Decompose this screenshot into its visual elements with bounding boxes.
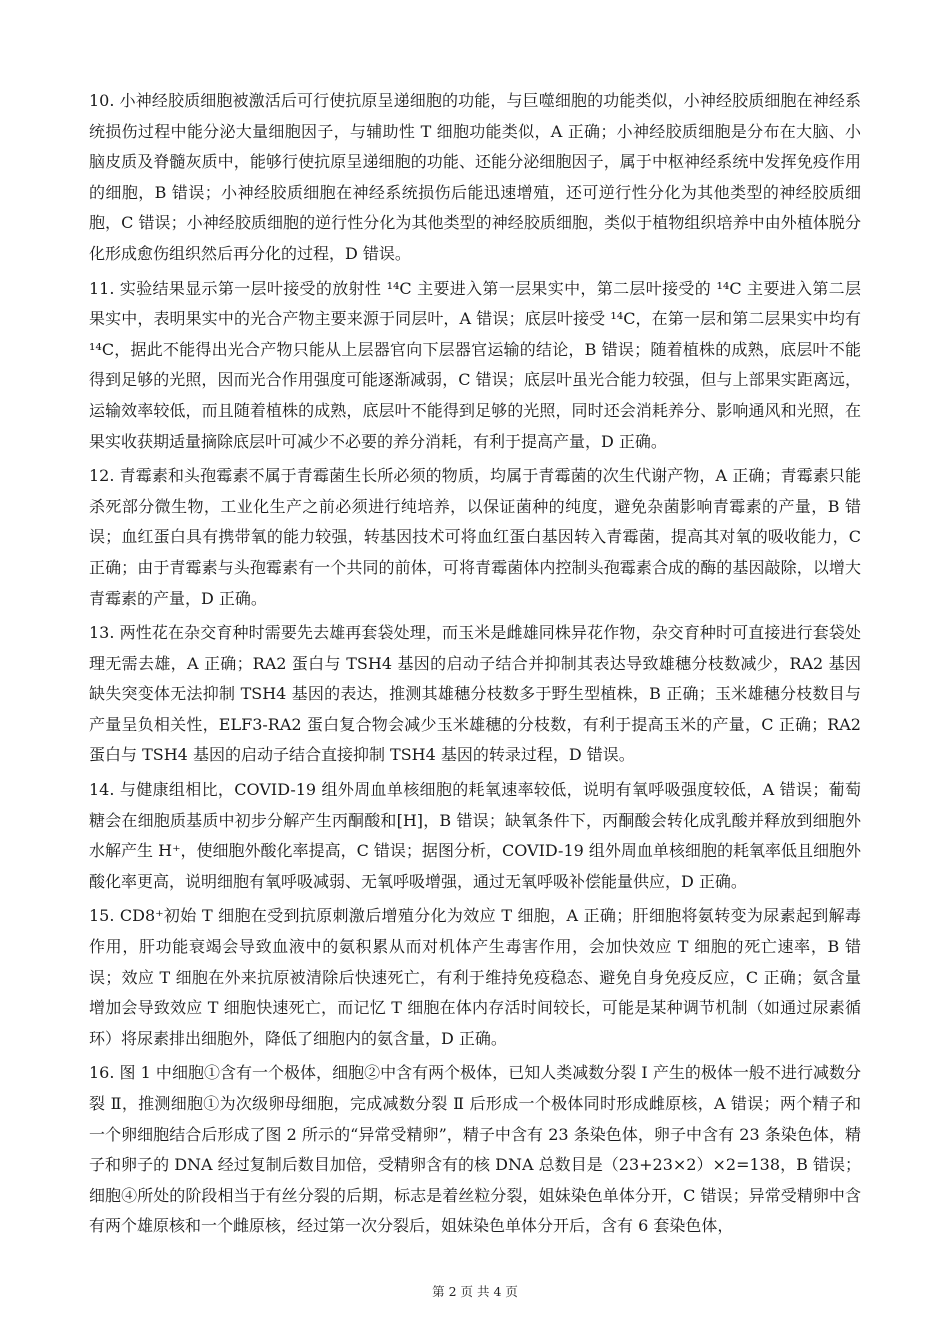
answer-paragraph-12: 12. 青霉素和头孢霉素不属于青霉菌生长所必须的物质，均属于青霉菌的次生代谢产物，A 正确；青霉素只能杀死部分微生物，工业化生产之前必须进行纯培养，以保证菌种的纯度，避免杂菌影响青霉素的产量，B 错误；血红蛋白具有携带氧的能力较强，转基因技术可将血红蛋白基因转入青霉菌，提高其对氧的吸收能力，C 正确；由于青霉素与头孢霉素有一个共同的前体，可将青霉菌体内控制头孢霉素合成的酶的基因敲除，以增大青霉素的产量，D 正确。	[89, 466, 861, 608]
answer-paragraph-13: 13. 两性花在杂交育种时需要先去雄再套袋处理，而玉米是雌雄同株异花作物，杂交育种时可直接进行套袋处理无需去雄，A 正确；RA2 蛋白与 TSH4 基因的启动子结合并抑制其表达导致雄穗分枝数减少，RA2 基因缺失突变体无法抑制 TSH4 基因的表达，推测其雄穗分枝数多于野生型植株，B 正确；玉米雄穗分枝数目与产量呈负相关性，ELF3-RA2 蛋白复合物会减少玉米雄穗的分枝数，有利于提高玉米的产量，C 正确；RA2 蛋白与 TSH4 基因的启动子结合直接抑制 TSH4 基因的转录过程，D 错误。	[89, 623, 861, 765]
answer-paragraph-16: 16. 图 1 中细胞①含有一个极体，细胞②中含有两个极体，已知人类减数分裂 Ⅰ 产生的极体一般不进行减数分裂 Ⅱ，推测细胞①为次级卵母细胞，完成减数分裂 Ⅱ 后形成一个极体同时形成雌原核，A 错误；两个精子和一个卵细胞结合后形成了图 2 所示的“异常受精卵”，精子中含有 23 条染色体，卵子中含有 23 条染色体，精子和卵子的 DNA 经过复制后数目加倍，受精卵含有的核 DNA 总数目是（23+23×2）×2=138，B 错误；细胞④所处的阶段相当于有丝分裂的后期，标志是着丝粒分裂，姐妹染色单体分开，C 错误；异常受精卵中含有两个雄原核和一个雌原核，经过第一次分裂后，姐妹染色单体分开后，含有 6 套染色体，	[89, 1063, 861, 1236]
answer-paragraph-11: 11. 实验结果显示第一层叶接受的放射性 ¹⁴C 主要进入第一层果实中，第二层叶接受的 ¹⁴C 主要进入第二层果实中，表明果实中的光合产物主要来源于同层叶，A 错误；底层叶接受 ¹⁴C，在第一层和第二层果实中均有 ¹⁴C，据此不能得出光合产物只能从上层器官向下层器官运输的结论，B 错误；随着植株的成熟，底层叶不能得到足够的光照，因而光合作用强度可能逐渐减弱，C 错误；底层叶虽光合能力较强，但与上部果实距离远，运输效率较低，而且随着植株的成熟，底层叶不能得到足够的光照，同时还会消耗养分、影响通风和光照，在果实收获期适量摘除底层叶可减少不必要的养分消耗，有利于提高产量，D 正确。	[89, 278, 861, 451]
answer-paragraph-15: 15. CD8⁺初始 T 细胞在受到抗原刺激后增殖分化为效应 T 细胞，A 正确；肝细胞将氨转变为尿素起到解毒作用，肝功能衰竭会导致血液中的氨积累从而对机体产生毒害作用，会加快效应 T 细胞的死亡速率，B 错误；效应 T 细胞在外来抗原被清除后快速死亡，有利于维持免疫稳态、避免自身免疫反应，C 正确；氨含量增加会导致效应 T 细胞快速死亡，而记忆 T 细胞在体内存活时间较长，可能是某种调节机制（如通过尿素循环）将尿素排出细胞外，降低了细胞内的氨含量，D 正确。	[89, 906, 861, 1048]
answer-body	[89, 86, 861, 1246]
answer-paragraph-10: 10. 小神经胶质细胞被激活后可行使抗原呈递细胞的功能，与巨噬细胞的功能类似，小神经胶质细胞在神经系统损伤过程中能分泌大量细胞因子，与辅助性 T 细胞功能类似，A 正确；小神经胶质细胞是分布在大脑、小脑皮质及脊髓灰质中，能够行使抗原呈递细胞的功能、还能分泌细胞因子，属于中枢神经系统中发挥免疫作用的细胞，B 错误；小神经胶质细胞在神经系统损伤后能迅速增殖，还可逆行性分化为其他类型的神经胶质细胞，C 错误；小神经胶质细胞的逆行性分化为其他类型的神经胶质细胞，类似于植物组织培养中由外植体脱分化形成愈伤组织然后再分化的过程，D 错误。	[89, 91, 861, 263]
page-number-footer: 第 2 页 共 4 页	[432, 1284, 518, 1299]
answer-paragraph-14: 14. 与健康组相比，COVID-19 组外周血单核细胞的耗氧速率较低，说明有氧呼吸强度较低，A 错误；葡萄糖会在细胞质基质中初步分解产生丙酮酸和[H]，B 错误；缺氧条件下，丙酮酸会转化成乳酸并释放到细胞外水解产生 H⁺，使细胞外酸化率提高，C 错误；据图分析，COVID-19 组外周血单核细胞的耗氧率低且细胞外酸化率更高，说明细胞有氧呼吸减弱、无氧呼吸增强，通过无氧呼吸补偿能量供应，D 正确。	[89, 780, 861, 891]
